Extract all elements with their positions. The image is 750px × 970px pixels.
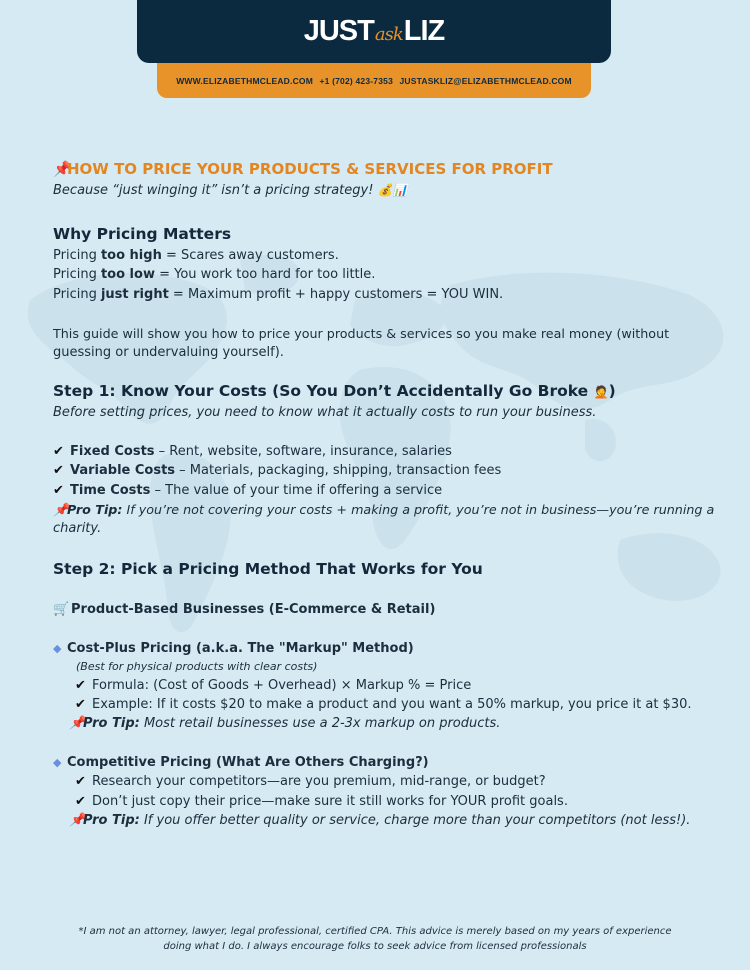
email-link[interactable]: JUSTASKLIZ@ELIZABETHMCLEAD.COM [399,76,572,86]
logo-ask: ask [374,24,403,45]
shopping-cart-icon: 🛒 [53,602,70,617]
competitive-pro-tip: 📌Pro Tip: If you offer better quality or service, charge more than your competitors (not less!). [69,813,691,828]
pushpin-icon: 📌 [69,716,86,731]
guide-intro-line-1: This guide will show you how to price your products & services so you make real money (without [53,326,670,341]
time-costs-item: ✔ Time Costs – The value of your time if offering a service [53,483,443,498]
competitive-heading: ◆ Competitive Pricing (What Are Others Charging?) [53,755,429,770]
pushpin-icon: 📌 [53,502,69,517]
check-icon: ✔ [75,794,86,809]
page-title: 📌HOW TO PRICE YOUR PRODUCTS & SERVICES FOR PROFIT [53,160,553,178]
website-link[interactable]: WWW.ELIZABETHMCLEAD.COM [176,76,314,86]
facepalm-icon: 🤦 [593,385,609,399]
check-icon: ✔ [53,463,64,478]
step2-heading: Step 2: Pick a Pricing Method That Works for You [53,560,483,578]
header-banner [137,0,611,63]
money-bag-chart-icon: 💰📊 [377,183,408,197]
cost-plus-heading: ◆ Cost-Plus Pricing (a.k.a. The "Markup" Method) [53,641,414,656]
cost-plus-note: (Best for physical products with clear costs) [76,660,318,673]
cost-plus-formula: ✔ Formula: (Cost of Goods + Overhead) × Markup % = Price [75,678,472,693]
disclaimer-footer [0,924,750,954]
page-subtitle: Because “just winging it” isn’t a pricing strategy! 💰📊 [53,183,408,198]
pushpin-icon: 📌 [69,813,86,828]
check-icon: ✔ [75,697,86,712]
contact-bar [157,60,591,98]
variable-costs-item: ✔ Variable Costs – Materials, packaging, shipping, transaction fees [53,463,502,478]
step1-pro-tip-cont: charity. [53,521,102,536]
cost-plus-pro-tip: 📌Pro Tip: Most retail businesses use a 2-3x markup on products. [69,716,501,731]
logo-liz: LIZ [403,15,445,47]
guide-intro-line-2: guessing or undervaluing yourself). [53,345,284,360]
disclaimer-line-2: doing what I do. I always encourage folks to seek advice from licensed professionals [163,941,587,952]
competitive-research: ✔ Research your competitors—are you premium, mid-range, or budget? [75,774,546,789]
check-icon: ✔ [53,444,64,459]
step1-pro-tip: 📌Pro Tip: If you’re not covering your costs + making a profit, you’re not in business—you’re running a [53,502,715,517]
diamond-icon: ◆ [53,756,62,769]
logo-just: JUST [303,15,374,47]
logo [304,15,445,48]
why-line-too-high: Pricing too high = Scares away customers. [53,248,339,263]
step1-heading: Step 1: Know Your Costs (So You Don’t Accidentally Go Broke 🤦) [53,382,616,400]
why-line-just-right: Pricing just right = Maximum profit + happy customers = YOU WIN. [53,287,504,302]
disclaimer-line-1: *I am not an attorney, lawyer, legal professional, certified CPA. This advice is merely based on my years of experience [78,926,672,937]
fixed-costs-item: ✔ Fixed Costs – Rent, website, software, insurance, salaries [53,444,452,459]
cost-plus-example: ✔ Example: If it costs $20 to make a product and you want a 50% markup, you price it at $30. [75,697,692,712]
why-heading: Why Pricing Matters [53,225,232,243]
phone-number[interactable]: +1 (702) 423-7353 [319,76,394,86]
step1-intro: Before setting prices, you need to know what it actually costs to run your business. [53,405,597,420]
diamond-icon: ◆ [53,642,62,655]
check-icon: ✔ [53,483,64,498]
check-icon: ✔ [75,678,86,693]
competitive-dont-copy: ✔ Don’t just copy their price—make sure it still works for YOUR profit goals. [75,794,568,809]
pushpin-icon: 📌 [53,160,72,178]
why-line-too-low: Pricing too low = You work too hard for too little. [53,267,376,282]
check-icon: ✔ [75,774,86,789]
product-based-subheading: 🛒 Product-Based Businesses (E-Commerce & Retail) [53,602,436,617]
